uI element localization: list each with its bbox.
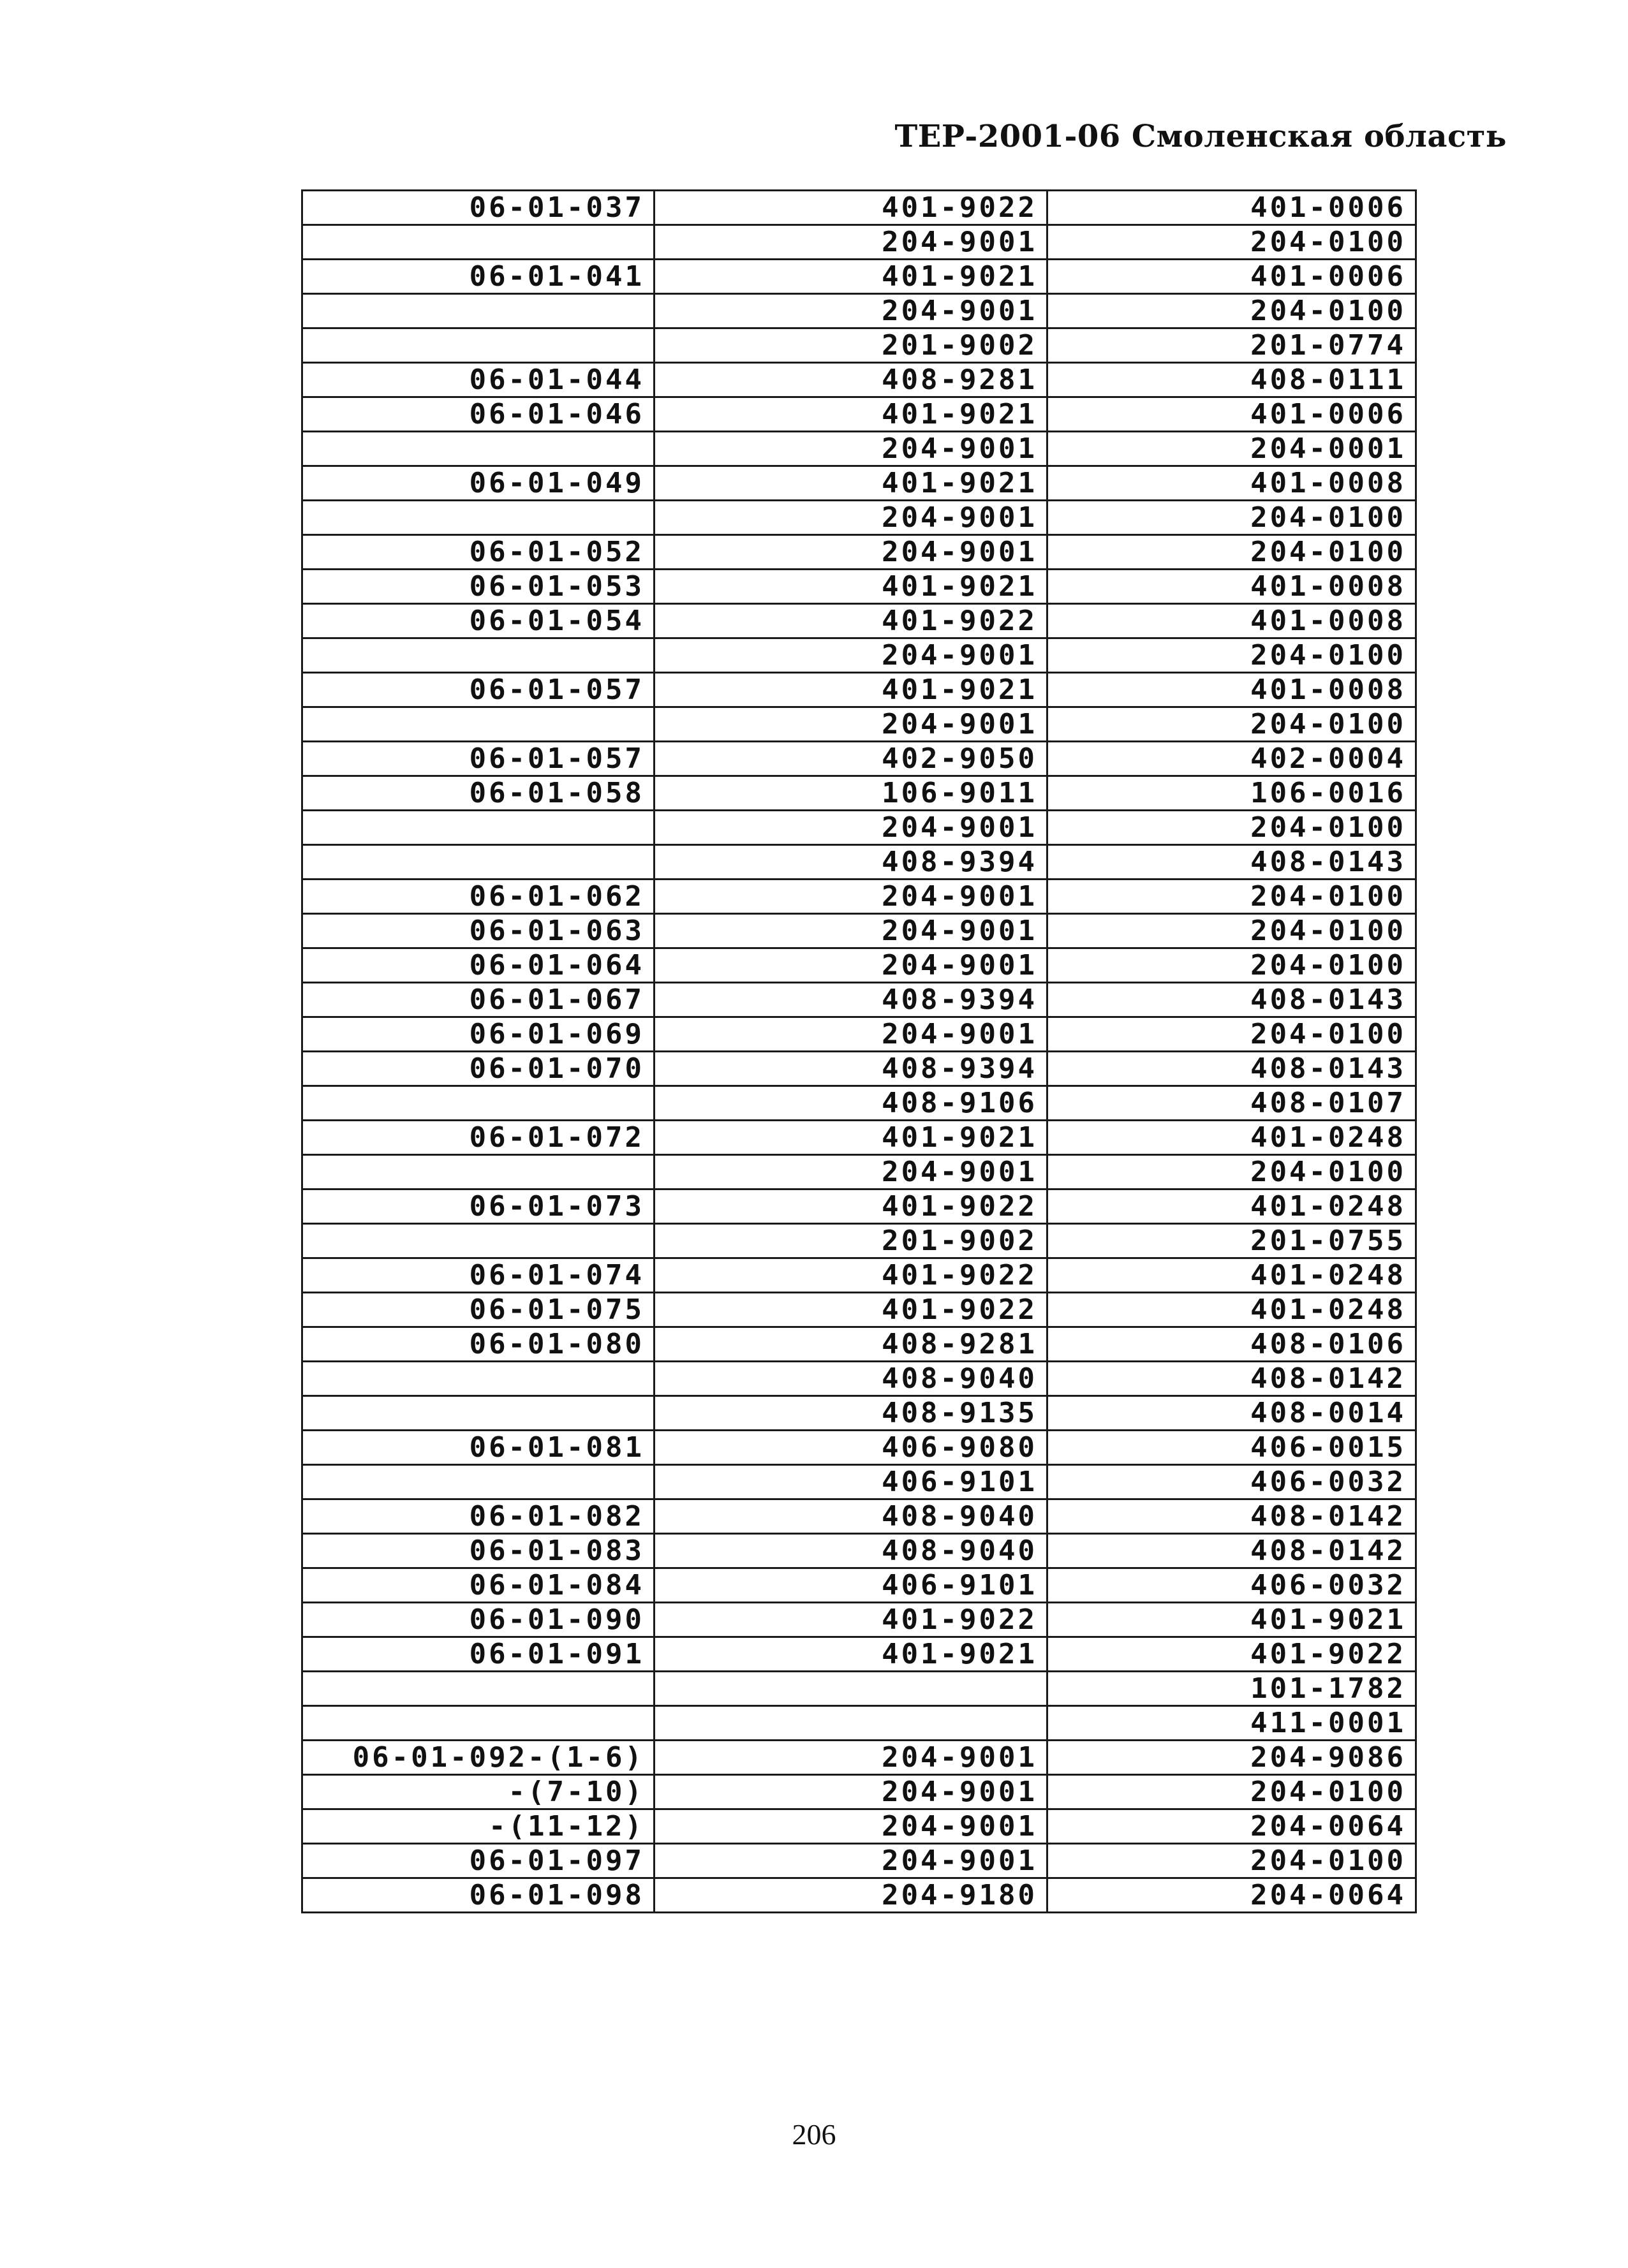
table-row [302, 1775, 1416, 1809]
rate-code-cell: 06-01-074 [302, 1258, 655, 1293]
new-code-cell: 401-0248 [1047, 1258, 1416, 1293]
replaced-code-cell: 204-9180 [655, 1878, 1047, 1913]
table-row [302, 914, 1416, 948]
new-code-cell: 401-0008 [1047, 570, 1416, 604]
table-row [302, 1844, 1416, 1878]
table-row [302, 260, 1416, 294]
rate-code-cell: 06-01-097 [302, 1844, 655, 1878]
table-row [302, 363, 1416, 397]
new-code-cell: 408-0014 [1047, 1396, 1416, 1431]
new-code-cell: 408-0111 [1047, 363, 1416, 397]
table-row [302, 1809, 1416, 1844]
rate-code-cell: 06-01-082 [302, 1499, 655, 1534]
new-code-cell: 408-0143 [1047, 983, 1416, 1017]
new-code-cell: 401-0006 [1047, 260, 1416, 294]
rate-code-cell [302, 1224, 655, 1258]
table-row [302, 328, 1416, 363]
replaced-code-cell: 408-9281 [655, 363, 1047, 397]
table-row [302, 1086, 1416, 1121]
replaced-code-cell: 401-9022 [655, 1258, 1047, 1293]
rate-code-cell: 06-01-090 [302, 1603, 655, 1637]
new-code-cell: 204-0100 [1047, 880, 1416, 914]
table-row [302, 1017, 1416, 1052]
replaced-code-cell: 204-9001 [655, 1775, 1047, 1809]
table-row [302, 1396, 1416, 1431]
table-row [302, 1121, 1416, 1155]
replaced-code-cell: 204-9001 [655, 432, 1047, 466]
table-row [302, 191, 1416, 225]
replaced-code-cell: 204-9001 [655, 294, 1047, 328]
table-row [302, 1189, 1416, 1224]
new-code-cell: 101-1782 [1047, 1672, 1416, 1706]
table-row [302, 1706, 1416, 1741]
table-row [302, 1603, 1416, 1637]
new-code-cell: 411-0001 [1047, 1706, 1416, 1741]
table-row [302, 811, 1416, 845]
rate-code-cell: 06-01-062 [302, 880, 655, 914]
rate-code-cell: 06-01-098 [302, 1878, 655, 1913]
replaced-code-cell: 408-9040 [655, 1534, 1047, 1568]
rate-code-cell: 06-01-063 [302, 914, 655, 948]
replaced-code-cell: 201-9002 [655, 328, 1047, 363]
rate-code-cell [302, 432, 655, 466]
rate-code-cell: 06-01-049 [302, 466, 655, 501]
table-row [302, 535, 1416, 570]
table-row [302, 225, 1416, 260]
new-code-cell: 401-0006 [1047, 397, 1416, 432]
replaced-code-cell: 204-9001 [655, 1017, 1047, 1052]
rate-code-cell [302, 294, 655, 328]
replaced-code-cell: 401-9021 [655, 1637, 1047, 1672]
new-code-cell: 401-0006 [1047, 191, 1416, 225]
replaced-code-cell: 408-9135 [655, 1396, 1047, 1431]
new-code-cell: 201-0774 [1047, 328, 1416, 363]
rate-code-cell: 06-01-057 [302, 742, 655, 776]
replaced-code-cell: 408-9106 [655, 1086, 1047, 1121]
replaced-code-cell: 204-9001 [655, 1844, 1047, 1878]
new-code-cell: 204-0100 [1047, 811, 1416, 845]
table-row [302, 742, 1416, 776]
replaced-code-cell: 408-9394 [655, 1052, 1047, 1086]
new-code-cell: 204-0100 [1047, 914, 1416, 948]
replaced-code-cell: 401-9022 [655, 1603, 1047, 1637]
new-code-cell: 106-0016 [1047, 776, 1416, 811]
rate-code-cell: 06-01-080 [302, 1327, 655, 1362]
new-code-cell: 401-0248 [1047, 1121, 1416, 1155]
rate-code-cell: 06-01-037 [302, 191, 655, 225]
replaced-code-cell: 408-9281 [655, 1327, 1047, 1362]
replaced-code-cell: 401-9021 [655, 397, 1047, 432]
new-code-cell: 204-0100 [1047, 1155, 1416, 1189]
new-code-cell: 408-0107 [1047, 1086, 1416, 1121]
replaced-code-cell: 406-9101 [655, 1465, 1047, 1499]
table-row [302, 1741, 1416, 1775]
rate-code-cell: 06-01-067 [302, 983, 655, 1017]
new-code-cell: 204-0100 [1047, 707, 1416, 742]
rate-code-cell: 06-01-081 [302, 1431, 655, 1465]
new-code-cell: 401-0008 [1047, 604, 1416, 638]
rate-code-cell [302, 1465, 655, 1499]
new-code-cell: 204-0100 [1047, 225, 1416, 260]
new-code-cell: 401-9022 [1047, 1637, 1416, 1672]
table-row [302, 1431, 1416, 1465]
rate-code-cell [302, 1086, 655, 1121]
table-row [302, 501, 1416, 535]
rate-code-cell: 06-01-091 [302, 1637, 655, 1672]
rate-code-cell: 06-01-057 [302, 673, 655, 707]
replaced-code-cell: 204-9001 [655, 535, 1047, 570]
replaced-code-cell: 401-9022 [655, 191, 1047, 225]
replaced-code-cell [655, 1706, 1047, 1741]
page-number: 206 [792, 2118, 836, 2151]
table-row [302, 1258, 1416, 1293]
table-row [302, 1155, 1416, 1189]
rate-code-cell [302, 328, 655, 363]
rate-code-cell [302, 845, 655, 880]
code-table-body [302, 191, 1416, 1913]
table-row [302, 1224, 1416, 1258]
rate-code-cell: -(7-10) [302, 1775, 655, 1809]
table-row [302, 880, 1416, 914]
new-code-cell: 401-9021 [1047, 1603, 1416, 1637]
replaced-code-cell: 408-9040 [655, 1362, 1047, 1396]
table-row [302, 1327, 1416, 1362]
table-row [302, 1465, 1416, 1499]
new-code-cell: 201-0755 [1047, 1224, 1416, 1258]
replaced-code-cell: 401-9022 [655, 604, 1047, 638]
replaced-code-cell: 406-9101 [655, 1568, 1047, 1603]
replaced-code-cell: 401-9022 [655, 1293, 1047, 1327]
new-code-cell: 408-0142 [1047, 1499, 1416, 1534]
table-row [302, 294, 1416, 328]
new-code-cell: 204-0100 [1047, 948, 1416, 983]
rate-code-cell [302, 811, 655, 845]
table-row [302, 432, 1416, 466]
replaced-code-cell: 204-9001 [655, 880, 1047, 914]
replaced-code-cell [655, 1672, 1047, 1706]
replaced-code-cell: 201-9002 [655, 1224, 1047, 1258]
rate-code-cell [302, 1672, 655, 1706]
replaced-code-cell: 401-9021 [655, 466, 1047, 501]
rate-code-cell: 06-01-052 [302, 535, 655, 570]
new-code-cell: 401-0248 [1047, 1293, 1416, 1327]
replaced-code-cell: 401-9022 [655, 1189, 1047, 1224]
rate-code-cell: 06-01-069 [302, 1017, 655, 1052]
rate-code-cell: 06-01-041 [302, 260, 655, 294]
replaced-code-cell: 204-9001 [655, 501, 1047, 535]
table-row [302, 1672, 1416, 1706]
replaced-code-cell: 401-9021 [655, 673, 1047, 707]
new-code-cell: 408-0142 [1047, 1534, 1416, 1568]
new-code-cell: 406-0032 [1047, 1568, 1416, 1603]
new-code-cell: 204-9086 [1047, 1741, 1416, 1775]
table-row [302, 707, 1416, 742]
replaced-code-cell: 204-9001 [655, 1155, 1047, 1189]
table-row [302, 638, 1416, 673]
rate-code-cell: 06-01-075 [302, 1293, 655, 1327]
table-row [302, 1568, 1416, 1603]
rate-code-cell: 06-01-044 [302, 363, 655, 397]
new-code-cell: 204-0100 [1047, 501, 1416, 535]
replaced-code-cell: 408-9040 [655, 1499, 1047, 1534]
new-code-cell: 204-0100 [1047, 1844, 1416, 1878]
replaced-code-cell: 408-9394 [655, 983, 1047, 1017]
replaced-code-cell: 402-9050 [655, 742, 1047, 776]
rate-code-cell [302, 1155, 655, 1189]
rate-code-cell: 06-01-053 [302, 570, 655, 604]
table-row [302, 776, 1416, 811]
replaced-code-cell: 106-9011 [655, 776, 1047, 811]
rate-code-cell: 06-01-073 [302, 1189, 655, 1224]
table-row [302, 983, 1416, 1017]
rate-code-cell: 06-01-070 [302, 1052, 655, 1086]
rate-code-cell [302, 501, 655, 535]
new-code-cell: 408-0106 [1047, 1327, 1416, 1362]
new-code-cell: 204-0064 [1047, 1809, 1416, 1844]
rate-code-cell [302, 1362, 655, 1396]
new-code-cell: 406-0015 [1047, 1431, 1416, 1465]
table-row [302, 1499, 1416, 1534]
rate-code-cell [302, 1706, 655, 1741]
new-code-cell: 406-0032 [1047, 1465, 1416, 1499]
replaced-code-cell: 204-9001 [655, 1741, 1047, 1775]
replaced-code-cell: 204-9001 [655, 707, 1047, 742]
table-row [302, 397, 1416, 432]
rate-code-cell: 06-01-064 [302, 948, 655, 983]
new-code-cell: 402-0004 [1047, 742, 1416, 776]
table-row [302, 1534, 1416, 1568]
table-row [302, 1293, 1416, 1327]
new-code-cell: 204-0100 [1047, 1775, 1416, 1809]
replaced-code-cell: 401-9021 [655, 570, 1047, 604]
table-row [302, 1362, 1416, 1396]
table-row [302, 466, 1416, 501]
rate-code-cell: 06-01-084 [302, 1568, 655, 1603]
replaced-code-cell: 204-9001 [655, 914, 1047, 948]
rate-code-cell: -(11-12) [302, 1809, 655, 1844]
rate-code-cell: 06-01-072 [302, 1121, 655, 1155]
table-row [302, 570, 1416, 604]
new-code-cell: 204-0100 [1047, 1017, 1416, 1052]
rate-code-cell [302, 225, 655, 260]
new-code-cell: 204-0100 [1047, 294, 1416, 328]
replaced-code-cell: 408-9394 [655, 845, 1047, 880]
replaced-code-cell: 204-9001 [655, 225, 1047, 260]
rate-code-cell: 06-01-054 [302, 604, 655, 638]
new-code-cell: 204-0100 [1047, 638, 1416, 673]
table-row [302, 948, 1416, 983]
new-code-cell: 408-0142 [1047, 1362, 1416, 1396]
replaced-code-cell: 401-9021 [655, 260, 1047, 294]
new-code-cell: 204-0001 [1047, 432, 1416, 466]
new-code-cell: 408-0143 [1047, 1052, 1416, 1086]
replaced-code-cell: 204-9001 [655, 1809, 1047, 1844]
table-row [302, 1637, 1416, 1672]
rate-code-cell [302, 707, 655, 742]
new-code-cell: 401-0008 [1047, 466, 1416, 501]
rate-code-cell: 06-01-058 [302, 776, 655, 811]
table-row [302, 1052, 1416, 1086]
rate-code-cell [302, 1396, 655, 1431]
code-table [301, 189, 1417, 1913]
replaced-code-cell: 204-9001 [655, 638, 1047, 673]
replaced-code-cell: 406-9080 [655, 1431, 1047, 1465]
new-code-cell: 401-0008 [1047, 673, 1416, 707]
rate-code-cell: 06-01-092-(1-6) [302, 1741, 655, 1775]
new-code-cell: 401-0248 [1047, 1189, 1416, 1224]
rate-code-cell: 06-01-083 [302, 1534, 655, 1568]
replaced-code-cell: 204-9001 [655, 948, 1047, 983]
replaced-code-cell: 204-9001 [655, 811, 1047, 845]
new-code-cell: 408-0143 [1047, 845, 1416, 880]
rate-code-cell [302, 638, 655, 673]
rate-code-cell: 06-01-046 [302, 397, 655, 432]
new-code-cell: 204-0100 [1047, 535, 1416, 570]
table-row [302, 604, 1416, 638]
table-row [302, 673, 1416, 707]
new-code-cell: 204-0064 [1047, 1878, 1416, 1913]
replaced-code-cell: 401-9021 [655, 1121, 1047, 1155]
table-row [302, 845, 1416, 880]
table-row [302, 1878, 1416, 1913]
page-header: ТЕР-2001-06 Смоленская область [894, 119, 1507, 154]
